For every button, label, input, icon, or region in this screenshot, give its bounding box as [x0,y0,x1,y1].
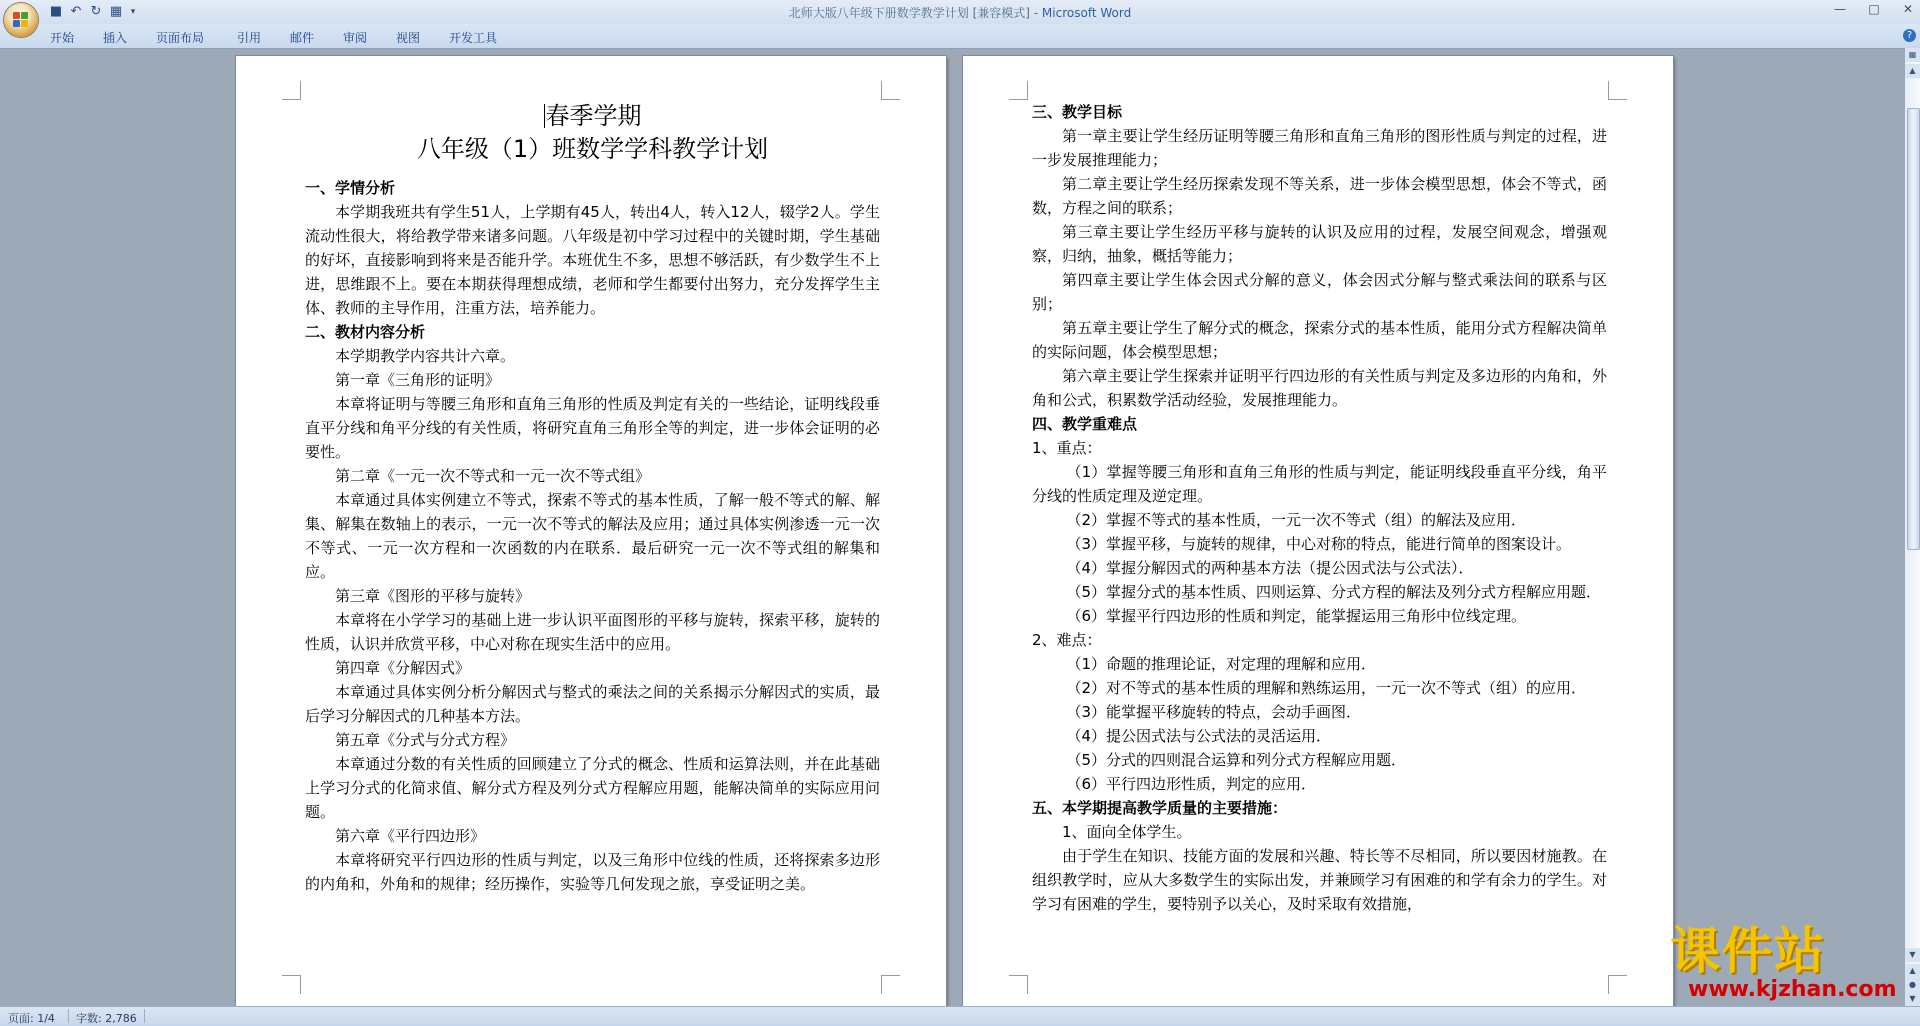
section-heading: 四、教学重难点 [1032,415,1138,433]
maximize-icon[interactable]: □ [1868,2,1880,16]
tab-insert[interactable]: 插入 [103,31,128,45]
paragraph: 第六章《平行四边形》 [335,827,486,845]
section-heading: 一、学情分析 [305,179,396,197]
ruler-toggle-icon[interactable]: ▦ [1905,48,1920,62]
paragraph: （3）能掌握平移旋转的特点，会动手画图． [1066,703,1362,721]
margin-corner-mark [282,81,301,100]
next-page-icon[interactable]: ▼ [1905,992,1920,1006]
paragraph: 第三章《图形的平移与旋转》 [335,587,531,605]
paragraph: （5）掌握分式的基本性质、四则运算、分式方程的解法及列分式方程解应用题． [1066,583,1602,601]
paragraph: 本学期我班共有学生51人，上学期有45人，转出4人，转入12人，辍学2人。学生流动性很大，将给教学带来诸多问题。八年级是初中学习过程中的关键时期，学生基础的好坏，直接影响到将来是否能升学。本班优生不多，思想不够活跃，有少数学生不上进，思维跟不上。要在本期获得理想成绩，老师和学生都要付出努力，充分发挥学生主体、教师的主导作用，注重方法，培养能力。 [305,203,880,317]
section-heading: 三、教学目标 [1032,103,1123,121]
paragraph: （3）掌握平移，与旋转的规律，中心对称的特点，能进行简单的图案设计。 [1066,535,1572,553]
customize-icon[interactable]: ▾ [130,7,136,17]
scroll-down-icon[interactable]: ▼ [1905,948,1920,962]
paragraph: （4）提公因式法与公式法的灵活运用． [1066,727,1332,745]
kjzhan-watermark-logo [1670,924,1902,1004]
tab-developer[interactable]: 开发工具 [449,31,498,45]
close-icon[interactable]: ✕ [1902,2,1914,16]
paragraph: 第三章主要让学生经历平移与旋转的认识及应用的过程，发展空间观念，增强观察，归纳，抽象，概括等能力； [1032,223,1607,265]
status-separator [144,1009,145,1023]
paragraph: 第二章《一元一次不等式和一元一次不等式组》 [335,467,651,485]
redo-icon[interactable]: ↻ [90,4,102,19]
text-cursor [544,104,545,128]
app-name: Microsoft Word [1041,6,1132,20]
ribbon-tab-bar [0,24,1920,49]
paragraph: （1）命题的推理论证，对定理的理解和应用． [1066,655,1377,673]
print-preview-icon[interactable]: ▦ [109,4,123,19]
ribbon-tabs [50,29,519,46]
margin-corner-mark [282,975,301,994]
window-controls [1832,2,1916,16]
paragraph: （2）掌握不等式的基本性质，一元一次不等式（组）的解法及应用． [1066,511,1527,529]
status-separator [68,1009,69,1023]
tab-mailings[interactable]: 邮件 [290,31,315,45]
previous-page-icon[interactable]: ▲ [1905,964,1920,978]
paragraph: 本章将在小学学习的基础上进一步认识平面图形的平移与旋转，探索平移，旋转的性质，认识并欣赏平移，中心对称在现实生活中的应用。 [305,611,880,653]
page-2-body [1032,100,1607,916]
paragraph: 第一章主要让学生经历证明等腰三角形和直角三角形的图形性质与判定的过程，进一步发展推理能力； [1032,127,1607,169]
paragraph: 第五章主要让学生了解分式的概念，探索分式的基本性质，能用分式方程解决简单的实际问题，体会模型思想； [1032,319,1607,361]
window-title [0,4,1920,21]
scrollbar-thumb[interactable] [1907,108,1920,550]
paragraph: （5）分式的四则混合运算和列分式方程解应用题． [1066,751,1407,769]
vertical-scrollbar[interactable] [1905,48,1920,1006]
watermark-chinese: 课件站 [1670,922,1826,980]
word-count[interactable]: 字数: 2,786 [76,1012,137,1025]
document-title: 北师大版八年级下册数学教学计划 [兼容模式] - [788,6,1042,20]
page-1-body [305,176,880,896]
paragraph: 本章通过分数的有关性质的回顾建立了分式的概念、性质和运算法则，并在此基础上学习分式的化简求值、解分式方程及列分式方程解应用题，能解决简单的实际应用问题。 [305,755,880,821]
document-title-line-2 [305,133,880,166]
margin-corner-mark [881,975,900,994]
tab-review[interactable]: 审阅 [343,31,368,45]
tab-page-layout[interactable]: 页面布局 [156,31,205,45]
paragraph: （1）掌握等腰三角形和直角三角形的性质与判定，能证明线段垂直平分线，角平分线的性质定理及逆定理。 [1032,463,1607,505]
section-heading: 五、本学期提高教学质量的主要措施： [1032,799,1288,817]
margin-corner-mark [1608,975,1627,994]
paragraph: 第五章《分式与分式方程》 [335,731,516,749]
paragraph: （4）掌握分解因式的两种基本方法（提公因式法与公式法）． [1066,559,1474,577]
page-indicator[interactable]: 页面: 1/4 [8,1012,55,1025]
paragraph: 第四章《分解因式》 [335,659,471,677]
paragraph: （6）平行四边形性质，判定的应用． [1066,775,1317,793]
paragraph: 2、难点： [1032,631,1102,649]
paragraph: 第一章《三角形的证明》 [335,371,501,389]
margin-corner-mark [1009,81,1028,100]
title-bar [0,0,1920,24]
undo-icon[interactable]: ↶ [70,4,82,19]
paragraph: 本章将研究平行四边形的性质与判定，以及三角形中位线的性质，还将探索多边形的内角和，外角和的规律；经历操作，实验等几何发现之旅，享受证明之美。 [305,851,880,893]
scroll-up-icon[interactable]: ▲ [1905,64,1920,78]
document-title-line-1 [305,100,880,133]
paragraph: 1、重点： [1032,439,1102,457]
paragraph: 第四章主要让学生体会因式分解的意义，体会因式分解与整式乘法间的联系与区别； [1032,271,1607,313]
margin-corner-mark [1608,81,1627,100]
document-page-2[interactable] [963,56,1673,1006]
tab-view[interactable]: 视图 [396,31,421,45]
watermark-url: www.kjzhan.com [1688,977,1897,1002]
paragraph: （2）对不等式的基本性质的理解和熟练运用，一元一次不等式（组）的应用． [1066,679,1587,697]
paragraph: 1、面向全体学生。 [1062,823,1192,841]
paragraph: 本章将证明与等腰三角形和直角三角形的性质及判定有关的一些结论，证明线段垂直平分线和角平分线的有关性质，将研究直角三角形全等的判定，进一步体会证明的必要性。 [305,395,880,461]
browse-object-icon[interactable]: ● [1905,978,1920,992]
title-semester: 春季学期 [545,102,642,130]
office-logo-icon [13,12,29,28]
tab-home[interactable]: 开始 [50,31,75,45]
save-icon[interactable]: ■ [49,4,63,19]
paragraph: （6）掌握平行四边形的性质和判定，能掌握运用三角形中位线定理。 [1066,607,1527,625]
title-plan: 八年级（1）班数学学科教学计划 [416,135,769,163]
section-heading: 二、教材内容分析 [305,323,426,341]
document-page-1[interactable] [236,56,946,1006]
paragraph: 本章通过具体实例分析分解因式与整式的乘法之间的关系揭示分解因式的实质，最后学习分解因式的几种基本方法。 [305,683,880,725]
office-button[interactable] [4,3,38,37]
paragraph: 本学期教学内容共计六章。 [335,347,516,365]
help-icon[interactable]: ? [1903,29,1916,42]
page-1-content[interactable] [305,100,880,896]
page-2-content[interactable] [1032,100,1607,916]
margin-corner-mark [1009,975,1028,994]
status-bar [0,1006,1920,1026]
tab-references[interactable]: 引用 [237,31,262,45]
paragraph: 第六章主要让学生探索并证明平行四边形的有关性质与判定及多边形的内角和，外角和公式，积累数学活动经验，发展推理能力。 [1032,367,1607,409]
paragraph: 第二章主要让学生经历探索发现不等关系，进一步体会模型思想，体会不等式，函数，方程之间的联系； [1032,175,1607,217]
minimize-icon[interactable]: — [1834,2,1846,16]
margin-corner-mark [881,81,900,100]
paragraph: 本章通过具体实例建立不等式，探索不等式的基本性质，了解一般不等式的解、解集、解集在数轴上的表示，一元一次不等式的解法及应用；通过具体实例渗透一元一次不等式、一元一次方程和一次函数的内在联系．最后研究一元一次不等式组的解集和应。 [305,491,880,581]
paragraph: 由于学生在知识、技能方面的发展和兴趣、特长等不尽相同，所以要因材施教。在组织教学时，应从大多数学生的实际出发，并兼顾学习有困难的和学有余力的学生。对学习有困难的学生，要特别予以关心，及时采取有效措施， [1032,847,1607,913]
